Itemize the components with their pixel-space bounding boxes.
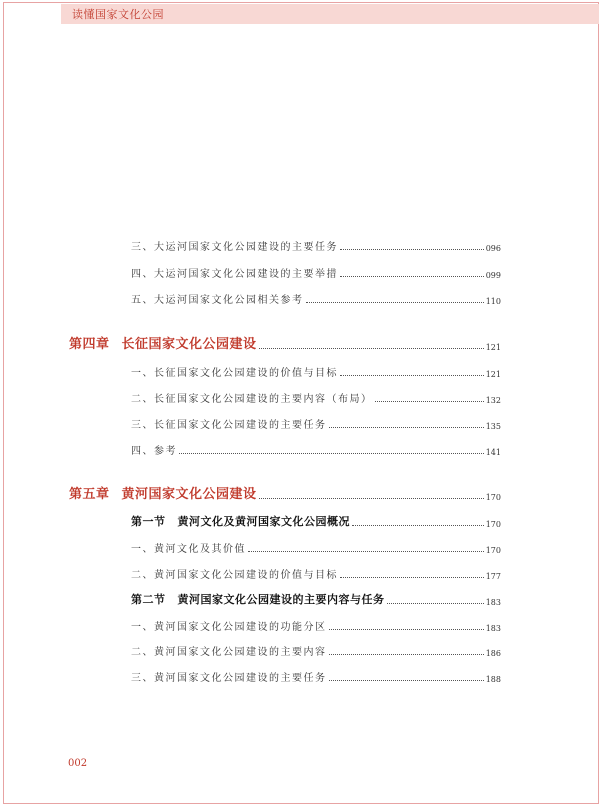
toc-item-title: 四、大运河国家文化公园建设的主要举措 bbox=[131, 269, 338, 280]
toc-item-page: 121 bbox=[485, 370, 501, 379]
dot-leader bbox=[329, 680, 484, 681]
toc-item-title: 二、黄河国家文化公园建设的价值与目标 bbox=[131, 570, 338, 581]
dot-leader bbox=[387, 603, 484, 604]
toc-item[interactable] bbox=[131, 540, 501, 555]
toc-item[interactable] bbox=[131, 669, 501, 684]
chapter-title: 长征国家文化公园建设 bbox=[121, 337, 257, 352]
dot-leader bbox=[306, 302, 484, 303]
toc-item-page: 135 bbox=[485, 422, 501, 431]
toc-section[interactable] bbox=[131, 591, 501, 607]
toc-item[interactable] bbox=[131, 566, 501, 581]
section-page: 170 bbox=[485, 520, 501, 529]
dot-leader bbox=[259, 348, 484, 349]
toc-item-title: 二、长征国家文化公园建设的主要内容（布局） bbox=[131, 394, 373, 405]
toc-item-page: 177 bbox=[485, 572, 501, 581]
chapter-heading bbox=[69, 483, 257, 502]
toc-chapter-5[interactable] bbox=[69, 483, 501, 502]
toc-item[interactable] bbox=[131, 265, 501, 280]
toc-item[interactable] bbox=[131, 364, 501, 379]
toc-item-title: 一、黄河国家文化公园建设的功能分区 bbox=[131, 622, 327, 633]
section-title: 黄河国家文化公园建设的主要内容与任务 bbox=[177, 593, 385, 606]
toc-chapter-4[interactable] bbox=[69, 333, 501, 352]
page-number: 002 bbox=[68, 758, 88, 769]
toc-item[interactable] bbox=[131, 416, 501, 431]
dot-leader bbox=[329, 654, 484, 655]
toc-item-title: 五、大运河国家文化公园相关参考 bbox=[131, 295, 304, 306]
chapter-page: 170 bbox=[485, 493, 501, 502]
section-title: 黄河文化及黄河国家文化公园概况 bbox=[177, 515, 350, 528]
toc-item-title: 三、黄河国家文化公园建设的主要任务 bbox=[131, 673, 327, 684]
dot-leader bbox=[352, 525, 484, 526]
toc-item-page: 110 bbox=[485, 297, 501, 306]
chapter-page: 121 bbox=[485, 343, 501, 352]
toc-item-title: 一、黄河文化及其价值 bbox=[131, 544, 246, 555]
toc-item-title: 三、长征国家文化公园建设的主要任务 bbox=[131, 420, 327, 431]
toc-item-page: 099 bbox=[485, 271, 501, 280]
toc-item-page: 170 bbox=[485, 546, 501, 555]
running-header-title: 读懂国家文化公园 bbox=[72, 8, 164, 21]
dot-leader bbox=[340, 577, 484, 578]
toc-item-title: 一、长征国家文化公园建设的价值与目标 bbox=[131, 368, 338, 379]
toc-item-title: 三、大运河国家文化公园建设的主要任务 bbox=[131, 242, 338, 253]
chapter-heading bbox=[69, 333, 257, 352]
toc-item-page: 188 bbox=[485, 675, 501, 684]
dot-leader bbox=[340, 375, 484, 376]
toc-item[interactable] bbox=[131, 238, 501, 253]
section-number: 第一节 bbox=[131, 515, 166, 528]
toc-item[interactable] bbox=[131, 643, 501, 658]
toc-item-page: 096 bbox=[485, 244, 501, 253]
dot-leader bbox=[340, 249, 484, 250]
dot-leader bbox=[375, 401, 484, 402]
chapter-number: 第五章 bbox=[69, 487, 110, 502]
dot-leader bbox=[340, 276, 484, 277]
chapter-title: 黄河国家文化公园建设 bbox=[121, 487, 257, 502]
section-page: 183 bbox=[485, 598, 501, 607]
toc-item[interactable] bbox=[131, 442, 501, 457]
toc-item[interactable] bbox=[131, 618, 501, 633]
dot-leader bbox=[248, 551, 484, 552]
toc-item-page: 141 bbox=[485, 448, 501, 457]
toc-item[interactable] bbox=[131, 390, 501, 405]
dot-leader bbox=[179, 453, 484, 454]
dot-leader bbox=[259, 498, 484, 499]
toc-section[interactable] bbox=[131, 513, 501, 529]
section-heading bbox=[131, 591, 385, 607]
dot-leader bbox=[329, 427, 484, 428]
toc-item[interactable] bbox=[131, 291, 501, 306]
section-number: 第二节 bbox=[131, 593, 166, 606]
chapter-number: 第四章 bbox=[69, 337, 110, 352]
toc-item-page: 186 bbox=[485, 649, 501, 658]
toc-item-page: 132 bbox=[485, 396, 501, 405]
section-heading bbox=[131, 513, 350, 529]
toc-item-page: 183 bbox=[485, 624, 501, 633]
toc-item-title: 二、黄河国家文化公园建设的主要内容 bbox=[131, 647, 327, 658]
toc-item-title: 四、参考 bbox=[131, 446, 177, 457]
dot-leader bbox=[329, 629, 484, 630]
